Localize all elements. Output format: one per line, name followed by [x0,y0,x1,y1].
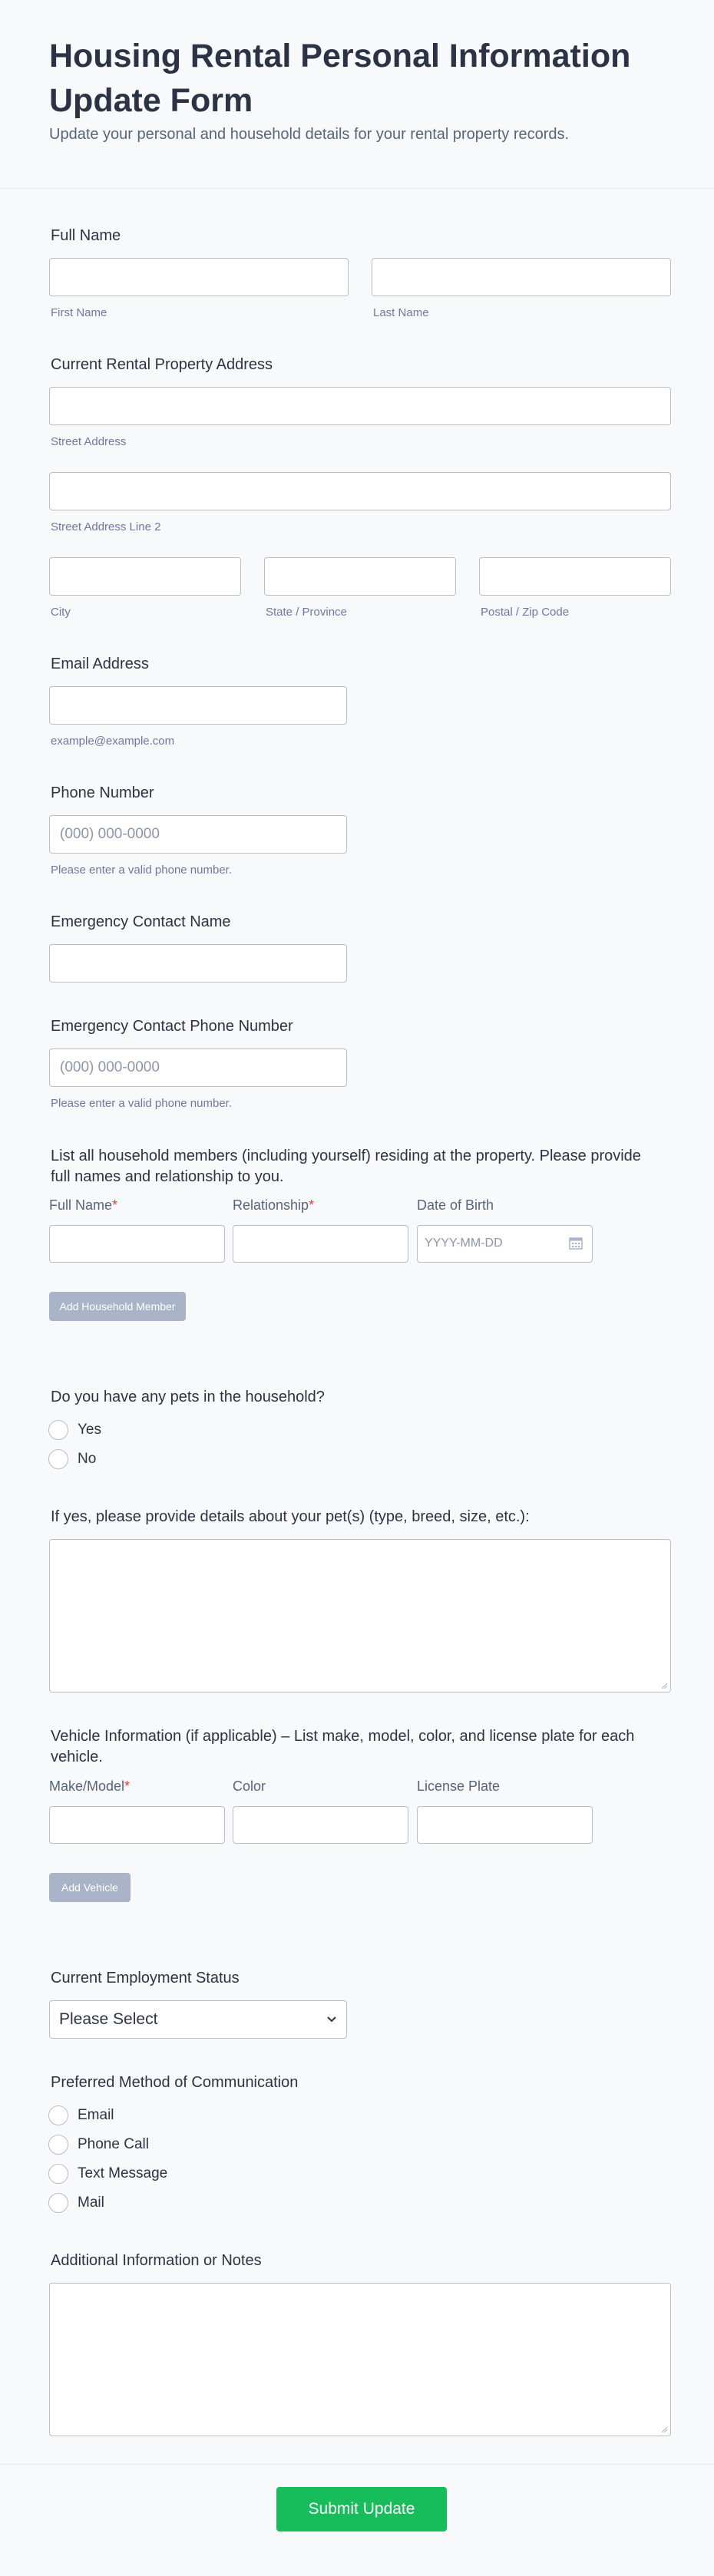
vehicle-make-input[interactable] [49,1806,225,1844]
state-input[interactable] [264,557,456,596]
emergency-phone-sublabel: Please enter a valid phone number. [51,1097,232,1110]
household-dob-input[interactable] [417,1225,593,1263]
phone-placeholder: (000) 000-0000 [60,826,160,842]
pets-label: Do you have any pets in the household? [51,1389,325,1405]
state-sublabel: State / Province [266,606,347,619]
resize-handle-icon[interactable] [661,2426,667,2432]
street-address-input[interactable] [49,387,671,425]
household-col-full-name-text: Full Name [49,1197,113,1213]
street-address-2-input[interactable] [49,472,671,510]
last-name-sublabel: Last Name [373,306,429,319]
vehicle-col-plate: License Plate [417,1778,501,1794]
household-col-relationship [233,1197,314,1214]
resize-handle-icon[interactable] [661,1683,667,1689]
email-sublabel: example@example.com [51,735,175,748]
household-full-name-input[interactable] [49,1225,225,1263]
comm-phone-radio[interactable] [48,2135,68,2155]
email-input[interactable] [49,686,347,725]
pet-details-label: If yes, please provide details about your pet(s) (type, breed, size, etc.): [51,1508,530,1525]
household-col-dob: Date of Birth [417,1197,494,1213]
phone-label: Phone Number [51,784,154,801]
vehicle-col-make-text: Make/Model [49,1778,125,1794]
vehicle-col-color: Color [233,1778,266,1794]
pets-yes-label[interactable]: Yes [78,1422,101,1438]
add-household-member-button[interactable]: Add Household Member [49,1292,186,1321]
full-name-label: Full Name [51,227,121,244]
comm-mail-radio[interactable] [48,2193,68,2213]
emergency-phone-input[interactable] [49,1049,347,1087]
employment-selected-value: Please Select [59,2010,158,2028]
household-relationship-input[interactable] [233,1225,408,1263]
pets-no-radio[interactable] [48,1449,68,1469]
address-label: Current Rental Property Address [51,356,273,373]
emergency-phone-placeholder: (000) 000-0000 [60,1059,160,1075]
comm-email-label[interactable]: Email [78,2107,114,2123]
zip-input[interactable] [479,557,671,596]
email-label: Email Address [51,656,149,672]
phone-sublabel: Please enter a valid phone number. [51,864,232,877]
form-subtitle: Update your personal and household details for your rental property records. [49,126,570,143]
vehicle-plate-input[interactable] [417,1806,593,1844]
city-input[interactable] [49,557,241,596]
pet-details-textarea[interactable] [49,1539,671,1693]
comm-text-label[interactable]: Text Message [78,2165,168,2181]
emergency-name-input[interactable] [49,944,347,983]
comm-phone-label[interactable]: Phone Call [78,2136,149,2152]
vehicle-label: Vehicle Information (if applicable) – List make, model, color, and license plate for each vehicle. [51,1728,635,1765]
emergency-phone-label: Emergency Contact Phone Number [51,1018,293,1035]
submit-button[interactable]: Submit Update [276,2487,447,2531]
comm-text-radio[interactable] [48,2164,68,2184]
last-name-input[interactable] [372,258,671,296]
notes-textarea[interactable] [49,2283,671,2436]
chevron-down-icon [326,2012,337,2031]
street-address-2-sublabel: Street Address Line 2 [51,520,161,533]
phone-input[interactable] [49,815,347,854]
emergency-name-label: Emergency Contact Name [51,913,231,930]
employment-label: Current Employment Status [51,1970,240,1986]
required-mark: * [309,1197,315,1213]
household-col-relationship-text: Relationship [233,1197,309,1213]
notes-label: Additional Information or Notes [51,2252,262,2269]
comm-email-radio[interactable] [48,2105,68,2125]
first-name-input[interactable] [49,258,349,296]
zip-sublabel: Postal / Zip Code [481,606,570,619]
required-mark: * [124,1778,131,1794]
comm-mail-label[interactable]: Mail [78,2195,104,2211]
pets-no-label[interactable]: No [78,1451,97,1467]
add-vehicle-button[interactable]: Add Vehicle [49,1873,131,1902]
first-name-sublabel: First Name [51,306,107,319]
vehicle-col-make [49,1778,130,1795]
form-header [0,0,714,189]
required-mark: * [112,1197,118,1213]
employment-select[interactable] [49,2000,347,2039]
communication-label: Preferred Method of Communication [51,2074,299,2091]
form-title: Housing Rental Personal Information Update Form [49,38,631,119]
street-address-sublabel: Street Address [51,435,127,448]
vehicle-color-input[interactable] [233,1806,408,1844]
household-label: List all household members (including yourself) residing at the property. Please provide full names and relationship to you. [51,1148,641,1185]
dob-placeholder: YYYY-MM-DD [425,1237,503,1250]
city-sublabel: City [51,606,71,619]
calendar-icon[interactable] [569,1237,583,1253]
pets-yes-radio[interactable] [48,1420,68,1440]
household-col-full-name [49,1197,117,1214]
